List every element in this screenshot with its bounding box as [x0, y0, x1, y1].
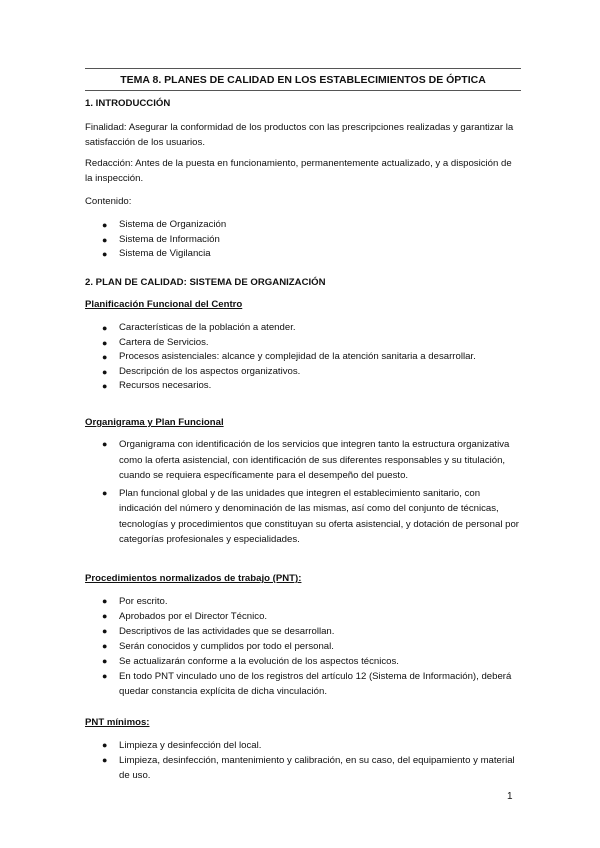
planificacion-list — [85, 321, 521, 394]
list-item: ● Aprobados por el Director Técnico. — [102, 611, 268, 622]
pnt-minimos-list — [85, 738, 521, 783]
bottom-rule — [85, 90, 521, 91]
list-item: ● En todo PNT vinculado uno de los registros del artículo 12 (Sistema de Información), deberá quedar constancia explícita de dicha vinculación. — [102, 671, 512, 697]
list-item: ● Descripción de los aspectos organizativos. — [85, 365, 521, 380]
section-2-heading: 2. PLAN DE CALIDAD: SISTEMA DE ORGANIZACIÓN — [85, 277, 326, 288]
pnt-list — [85, 594, 521, 699]
contenido-label: Contenido: — [85, 196, 132, 207]
bullet-icon: ● — [102, 671, 108, 681]
pnt-minimos-heading: PNT mínimos: — [85, 717, 150, 728]
list-item: ● Plan funcional global y de las unidades que integren el establecimiento sanitario, con indicación del número y denominación de las mismas, así como del conjunto de técnicas, tecnologías y procedimientos que constituyan su oferta asistencial, y dotación de personal por categorías profesionales y especialidades. — [102, 487, 519, 545]
bullet-icon: ● — [102, 656, 108, 666]
contenido-list — [85, 218, 521, 262]
list-item: ● Se actualizarán conforme a la evolución de los aspectos técnicos. — [102, 656, 399, 667]
list-item: ● Organigrama con identificación de los servicios que integren tanto la estructura organizativa como la oferta asistencial, con identificación de sus diferentes responsables y su titulación, cuando se requiera específicamente para el desempeño del puesto. — [102, 439, 510, 481]
bullet-icon: ● — [102, 439, 108, 449]
page-number: 1 — [507, 791, 513, 802]
bullet-icon: ● — [102, 611, 108, 621]
list-item: ● Características de la población a atender. — [85, 321, 521, 336]
organigrama-list — [85, 437, 521, 548]
list-item: ● Cartera de Servicios. — [85, 336, 521, 351]
bullet-icon: ● — [102, 234, 108, 245]
bullet-icon: ● — [102, 487, 108, 498]
bullet-icon: ● — [102, 323, 108, 333]
list-item: ● Serán conocidos y cumplidos por todo el personal. — [102, 641, 334, 652]
list-item: ● Sistema de Vigilancia — [85, 247, 521, 262]
redaccion-paragraph: Redacción: Antes de la puesta en funcionamiento, permanentemente actualizado, y a disposición de la inspección. — [85, 158, 512, 184]
list-item: ● Recursos necesarios. — [85, 379, 521, 394]
bullet-icon: ● — [102, 740, 108, 750]
bullet-icon: ● — [102, 641, 108, 651]
bullet-icon: ● — [102, 220, 108, 230]
bullet-icon: ● — [102, 596, 108, 606]
organigrama-heading: Organigrama y Plan Funcional — [85, 417, 224, 428]
bullet-icon: ● — [102, 366, 108, 377]
bullet-icon: ● — [102, 249, 108, 259]
bullet-icon: ● — [102, 626, 108, 636]
section-1-heading: 1. INTRODUCCIÓN — [85, 98, 171, 109]
finalidad-paragraph: Finalidad: Asegurar la conformidad de los productos con las prescripciones realizadas y garantizar la satisfacción de los usuarios. — [85, 122, 514, 148]
planificacion-heading: Planificación Funcional del Centro — [85, 299, 243, 310]
list-item: ● Limpieza, desinfección, mantenimiento y calibración, en su caso, del equipamiento y material de uso. — [102, 755, 515, 781]
bullet-icon: ● — [102, 337, 108, 348]
title-block — [85, 68, 521, 91]
list-item: ● Sistema de Organización — [85, 218, 521, 233]
list-item: ● Por escrito. — [102, 596, 168, 607]
bullet-icon: ● — [102, 755, 108, 765]
bullet-icon: ● — [102, 352, 108, 362]
bullet-icon: ● — [102, 381, 108, 391]
list-item: ● Procesos asistenciales: alcance y complejidad de la atención sanitaria a desarrollar. — [85, 350, 521, 365]
list-item: ● Descriptivos de las actividades que se desarrollan. — [102, 626, 335, 637]
list-item: ● Sistema de Información — [85, 233, 521, 248]
pnt-heading: Procedimientos normalizados de trabajo (PNT): — [85, 573, 302, 584]
list-item: ● Limpieza y desinfección del local. — [102, 740, 262, 751]
page-title: TEMA 8. PLANES DE CALIDAD EN LOS ESTABLECIMIENTOS DE ÓPTICA — [120, 74, 486, 86]
